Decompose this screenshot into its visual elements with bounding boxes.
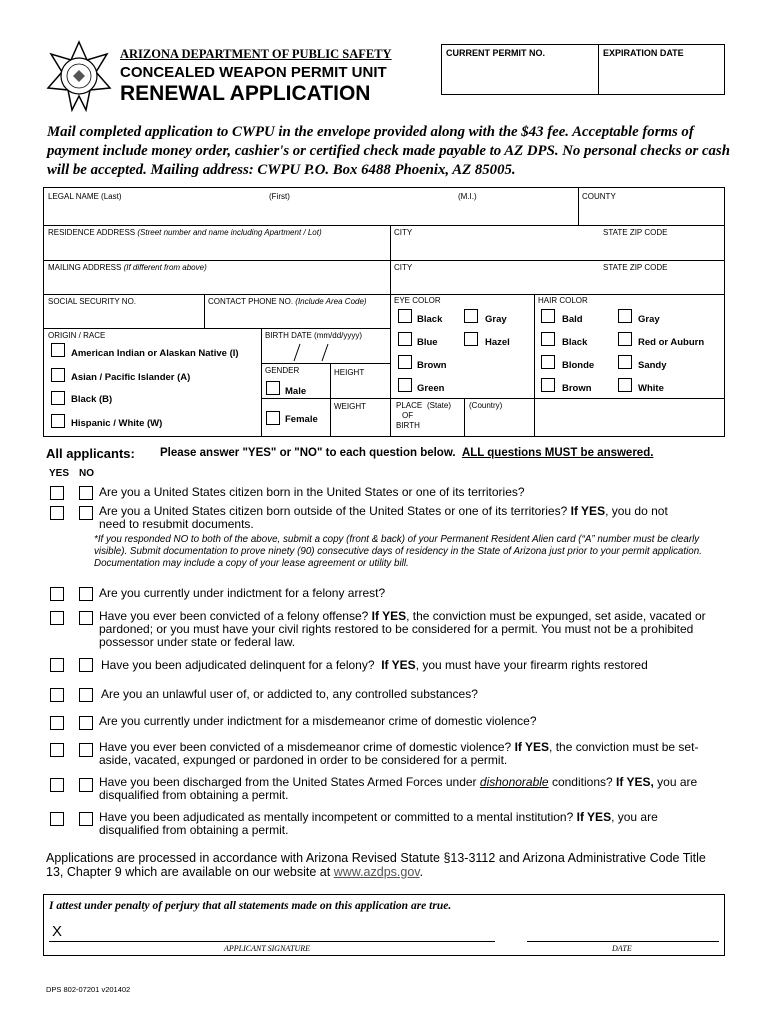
hair-sandy-checkbox[interactable] — [618, 355, 632, 369]
no-column-header: NO — [79, 468, 94, 479]
hair-black-label: Black — [562, 337, 588, 348]
race-american-indian-checkbox[interactable] — [51, 343, 65, 357]
race-hispanic-white-checkbox[interactable] — [51, 414, 65, 428]
height-label: HEIGHT — [334, 368, 365, 377]
eye-black-checkbox[interactable] — [398, 309, 412, 323]
race-american-indian-label: American Indian or Alaskan Native (I) — [71, 348, 239, 359]
hair-black-checkbox[interactable] — [541, 332, 555, 346]
mailing-city-label: CITY — [394, 263, 413, 272]
country-of-birth-label: (Country) — [469, 401, 503, 410]
residence-city-label: CITY — [394, 228, 413, 237]
contact-phone-label: CONTACT PHONE NO. (Include Area Code) — [208, 297, 367, 306]
mailing-address-label: MAILING ADDRESS (If different from above) — [48, 263, 207, 272]
eye-blue-label: Blue — [417, 337, 438, 348]
form-title: RENEWAL APPLICATION — [120, 82, 371, 105]
question-9: Have you been discharged from the United States Armed Forces under dishonorable conditions? If YES, you are disqualified from obtaining a permit. — [99, 775, 698, 802]
eye-green-checkbox[interactable] — [398, 378, 412, 392]
signature-x: X — [52, 923, 63, 940]
eye-hazel-label: Hazel — [485, 337, 510, 348]
birth-date-label: BIRTH DATE (mm/dd/yyyy) — [265, 331, 363, 340]
gender-female-label: Female — [285, 414, 318, 425]
legal-name-last-label: LEGAL NAME (Last) — [48, 192, 122, 201]
race-asian-checkbox[interactable] — [51, 368, 65, 382]
hair-sandy-label: Sandy — [638, 360, 667, 371]
q7-yes-checkbox[interactable] — [50, 716, 64, 730]
eye-hazel-checkbox[interactable] — [464, 332, 478, 346]
q7-no-checkbox[interactable] — [79, 716, 93, 730]
eye-brown-checkbox[interactable] — [398, 355, 412, 369]
question-1: Are you a United States citizen born in the United States or one of its territories? — [99, 485, 525, 499]
eye-black-label: Black — [417, 314, 443, 325]
eye-blue-checkbox[interactable] — [398, 332, 412, 346]
yes-column-header: YES — [49, 468, 70, 479]
website-link[interactable]: www.azdps.gov — [333, 865, 420, 879]
q9-no-checkbox[interactable] — [79, 778, 93, 792]
q1-no-checkbox[interactable] — [79, 486, 93, 500]
attestation-box — [43, 894, 725, 956]
q10-yes-checkbox[interactable] — [50, 812, 64, 826]
origin-race-label: ORIGIN / RACE — [48, 331, 106, 340]
hair-red-auburn-label: Red or Auburn — [638, 337, 705, 348]
mailing-state-zip-label: STATE ZIP CODE — [603, 263, 668, 272]
dps-seal — [44, 40, 114, 112]
q6-no-checkbox[interactable] — [79, 688, 93, 702]
hair-brown-label: Brown — [562, 383, 592, 394]
race-hispanic-white-label: Hispanic / White (W) — [71, 418, 163, 429]
question-4: Have you ever been convicted of a felony offense? If YES, the conviction must be expunged, set aside, vacated or pardoned; or you must have your civil rights restored to be considered for a permit. You must not be a prohibited possessor under state or federal law. — [99, 609, 706, 649]
hair-bald-checkbox[interactable] — [541, 309, 555, 323]
question-7: Are you currently under indictment for a misdemeanor crime of domestic violence? — [99, 714, 537, 728]
current-permit-label: CURRENT PERMIT NO. — [446, 48, 545, 58]
hair-blonde-checkbox[interactable] — [541, 355, 555, 369]
all-applicants-label: All applicants: — [46, 446, 135, 461]
q5-no-checkbox[interactable] — [79, 658, 93, 672]
ssn-label: SOCIAL SECURITY NO. — [48, 297, 137, 306]
questions-instruction: Please answer "YES" or "NO" to each question below. ALL questions MUST be answered. — [160, 447, 654, 459]
signature-label: APPLICANT SIGNATURE — [224, 944, 311, 953]
eye-gray-checkbox[interactable] — [464, 309, 478, 323]
question-3: Are you currently under indictment for a felony arrest? — [99, 586, 386, 600]
form-grid — [43, 187, 725, 437]
expiration-date-label: EXPIRATION DATE — [603, 48, 684, 58]
place-of-birth-label-3: BIRTH — [396, 421, 420, 430]
hair-red-auburn-checkbox[interactable] — [618, 332, 632, 346]
gender-male-checkbox[interactable] — [266, 381, 280, 395]
eye-green-label: Green — [417, 383, 445, 394]
form-number: DPS 802-07201 v201402 — [46, 985, 131, 994]
eye-gray-label: Gray — [485, 314, 507, 325]
q6-yes-checkbox[interactable] — [50, 688, 64, 702]
gender-male-label: Male — [285, 386, 307, 397]
question-2: Are you a United States citizen born outside of the United States or one of its territories? If YES, you do not need to resubmit documents. — [99, 504, 668, 531]
race-black-label: Black (B) — [71, 394, 113, 405]
q2-no-checkbox[interactable] — [79, 506, 93, 520]
q3-yes-checkbox[interactable] — [50, 587, 64, 601]
hair-bald-label: Bald — [562, 314, 583, 325]
q2-yes-checkbox[interactable] — [50, 506, 64, 520]
current-permit-box[interactable] — [441, 44, 599, 95]
q4-yes-checkbox[interactable] — [50, 611, 64, 625]
hair-color-label: HAIR COLOR — [538, 296, 588, 305]
q9-yes-checkbox[interactable] — [50, 778, 64, 792]
place-of-birth-label-1: PLACE — [396, 401, 423, 410]
hair-brown-checkbox[interactable] — [541, 378, 555, 392]
hair-white-label: White — [638, 383, 664, 394]
place-of-birth-label-2: OF — [402, 411, 414, 420]
hair-gray-checkbox[interactable] — [618, 309, 632, 323]
statute-text: Applications are processed in accordance with Arizona Revised Statute §13-3112 and Arizona Administrative Code Title 13, Chapter 9 which are available on our website at www.azdps.gov. — [46, 851, 706, 879]
hair-gray-label: Gray — [638, 314, 660, 325]
race-asian-label: Asian / Pacific Islander (A) — [71, 372, 191, 383]
weight-label: WEIGHT — [334, 402, 366, 411]
expiration-date-box[interactable] — [598, 44, 725, 95]
q8-no-checkbox[interactable] — [79, 743, 93, 757]
county-label: COUNTY — [582, 192, 616, 201]
q4-no-checkbox[interactable] — [79, 611, 93, 625]
state-of-birth-label: (State) — [427, 401, 452, 410]
gender-female-checkbox[interactable] — [266, 411, 280, 425]
middle-initial-label: (M.I.) — [458, 192, 477, 201]
attestation-text: I attest under penalty of perjury that all statements made on this application are true. — [49, 900, 452, 912]
hair-blonde-label: Blonde — [562, 360, 595, 371]
question-5: Have you been adjudicated delinquent for a felony? If YES, you must have your firearm rights restored — [101, 658, 648, 672]
question-6: Are you an unlawful user of, or addicted to, any controlled substances? — [101, 687, 478, 701]
first-name-label: (First) — [269, 192, 290, 201]
residence-address-label: RESIDENCE ADDRESS (Street number and name including Apartment / Lot) — [48, 228, 322, 237]
signature-line[interactable] — [49, 941, 495, 942]
date-label: DATE — [612, 944, 632, 953]
q5-yes-checkbox[interactable] — [50, 658, 64, 672]
agency-name: ARIZONA DEPARTMENT OF PUBLIC SAFETY — [120, 47, 392, 61]
race-black-checkbox[interactable] — [51, 391, 65, 405]
eye-brown-label: Brown — [417, 360, 447, 371]
birth-date-slashes[interactable] — [284, 342, 384, 362]
q1-yes-checkbox[interactable] — [50, 486, 64, 500]
eye-color-label: EYE COLOR — [394, 296, 441, 305]
residence-state-zip-label: STATE ZIP CODE — [603, 228, 668, 237]
q10-no-checkbox[interactable] — [79, 812, 93, 826]
date-line[interactable] — [527, 941, 719, 942]
q3-no-checkbox[interactable] — [79, 587, 93, 601]
intro-instructions: Mail completed application to CWPU in the envelope provided along with the $43 fee. Acceptable forms of payment include money order, cashier's or certified check made payable to AZ DPS. No personal checks or cash will be accepted. Mailing address: CWPU P.O. Box 6488 Phoenix, AZ 85005. — [47, 124, 730, 178]
question-2-note: *If you responded NO to both of the above, submit a copy (front & back) of your Permanent Resident Alien card (“A” number must be clearly visible). Submit documentation to prove ninety (90) consecutive days of residency in the State of Arizona just prior to your permit application. Documentation may include a copy of your lease agreement or utility bill. — [94, 534, 702, 569]
question-10: Have you been adjudicated as mentally incompetent or committed to a mental institution? If YES, you are disqualified from obtaining a permit. — [99, 810, 658, 837]
gender-label: GENDER — [265, 366, 300, 375]
question-8: Have you ever been convicted of a misdemeanor crime of domestic violence? If YES, the conviction must be set-aside, vacated, expunged or pardoned in order to be considered for a permit. — [99, 740, 699, 767]
hair-white-checkbox[interactable] — [618, 378, 632, 392]
q8-yes-checkbox[interactable] — [50, 743, 64, 757]
unit-name: CONCEALED WEAPON PERMIT UNIT — [120, 64, 387, 81]
